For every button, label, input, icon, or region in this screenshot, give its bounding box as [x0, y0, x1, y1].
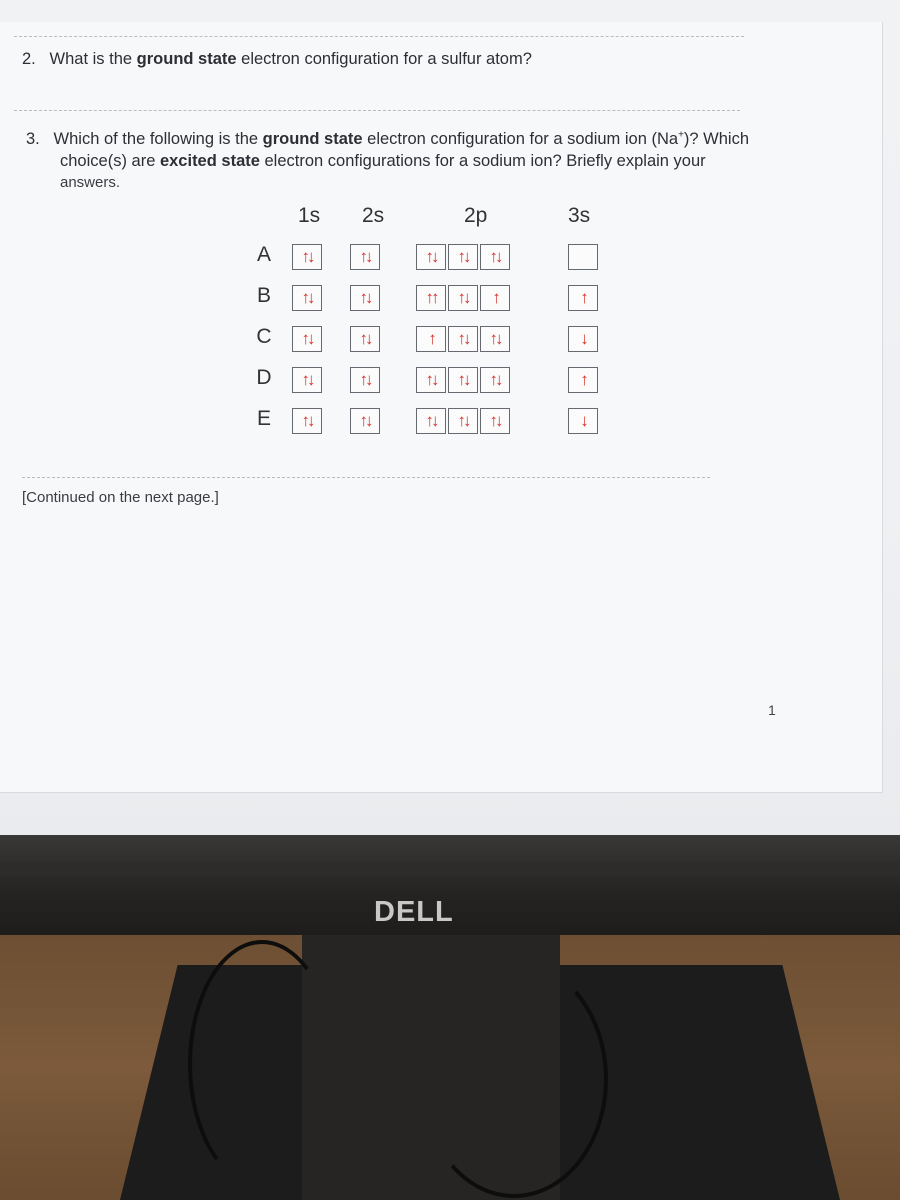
orbital-box-2p: ↑↓: [480, 244, 510, 270]
orbital-box-2p: ↑↓: [480, 326, 510, 352]
orbital-box-2p: ↑↓: [448, 326, 478, 352]
orbital-box-2p: ↑↓: [448, 285, 478, 311]
orbital-box-2s: ↑↓: [350, 285, 380, 311]
row-label: D: [256, 366, 272, 389]
orbital-box-2s: ↑↓: [350, 408, 380, 434]
header-1s: 1s: [298, 204, 321, 227]
orbital-box-2p: ↑↓: [448, 367, 478, 393]
orbital-box-1s: ↑↓: [292, 326, 322, 352]
page-number: 1: [768, 702, 776, 718]
header-3s: 3s: [568, 204, 591, 227]
orbital-box-3s: [568, 244, 598, 270]
orbital-box-2s: ↑↓: [350, 244, 380, 270]
divider: [22, 477, 710, 478]
orbital-box-2p: ↑↑: [416, 285, 446, 311]
orbital-box-2p: ↑↓: [448, 408, 478, 434]
orbital-box-2s: ↑↓: [350, 367, 380, 393]
orbital-box-3s: ↑: [568, 367, 598, 393]
monitor-bezel-edge: [0, 862, 900, 876]
orbital-box-1s: ↑↓: [292, 285, 322, 311]
row-label: B: [256, 284, 271, 307]
orbital-box-2p: ↑↓: [416, 408, 446, 434]
orbital-box-1s: ↑↓: [292, 408, 322, 434]
row-label: C: [256, 325, 272, 348]
orbital-box-2p: ↑↓: [480, 367, 510, 393]
divider: [14, 36, 744, 37]
orbital-box-2p: ↑: [480, 285, 510, 311]
question-3: 3. Which of the following is the ground state electron configuration for a sodium ion (Na+)? Which choice(s) are excited state electron configurations for a sodium ion? Briefly explain your answers.: [26, 129, 750, 191]
row-label: E: [256, 407, 271, 430]
orbital-box-3s: ↑: [568, 285, 598, 311]
orbital-box-2p: ↑↓: [416, 244, 446, 270]
cable: [188, 940, 336, 1188]
dell-logo: DELL: [374, 896, 454, 928]
orbital-box-3s: ↓: [568, 408, 598, 434]
orbital-box-1s: ↑↓: [292, 367, 322, 393]
question-2: 2. What is the ground state electron configuration for a sulfur atom?: [22, 50, 532, 68]
orbital-box-2s: ↑↓: [350, 326, 380, 352]
orbital-box-2p: ↑↓: [448, 244, 478, 270]
document-page: [0, 22, 883, 793]
header-2p: 2p: [464, 204, 488, 227]
orbital-box-3s: ↓: [568, 326, 598, 352]
row-label: A: [256, 243, 271, 266]
divider: [14, 110, 740, 111]
cable: [420, 960, 608, 1198]
orbital-box-1s: ↑↓: [292, 244, 322, 270]
continued-note: [Continued on the next page.]: [22, 489, 219, 506]
orbital-box-2p: ↑: [416, 326, 446, 352]
orbital-box-2p: ↑↓: [416, 367, 446, 393]
orbital-box-2p: ↑↓: [480, 408, 510, 434]
header-2s: 2s: [362, 204, 385, 227]
